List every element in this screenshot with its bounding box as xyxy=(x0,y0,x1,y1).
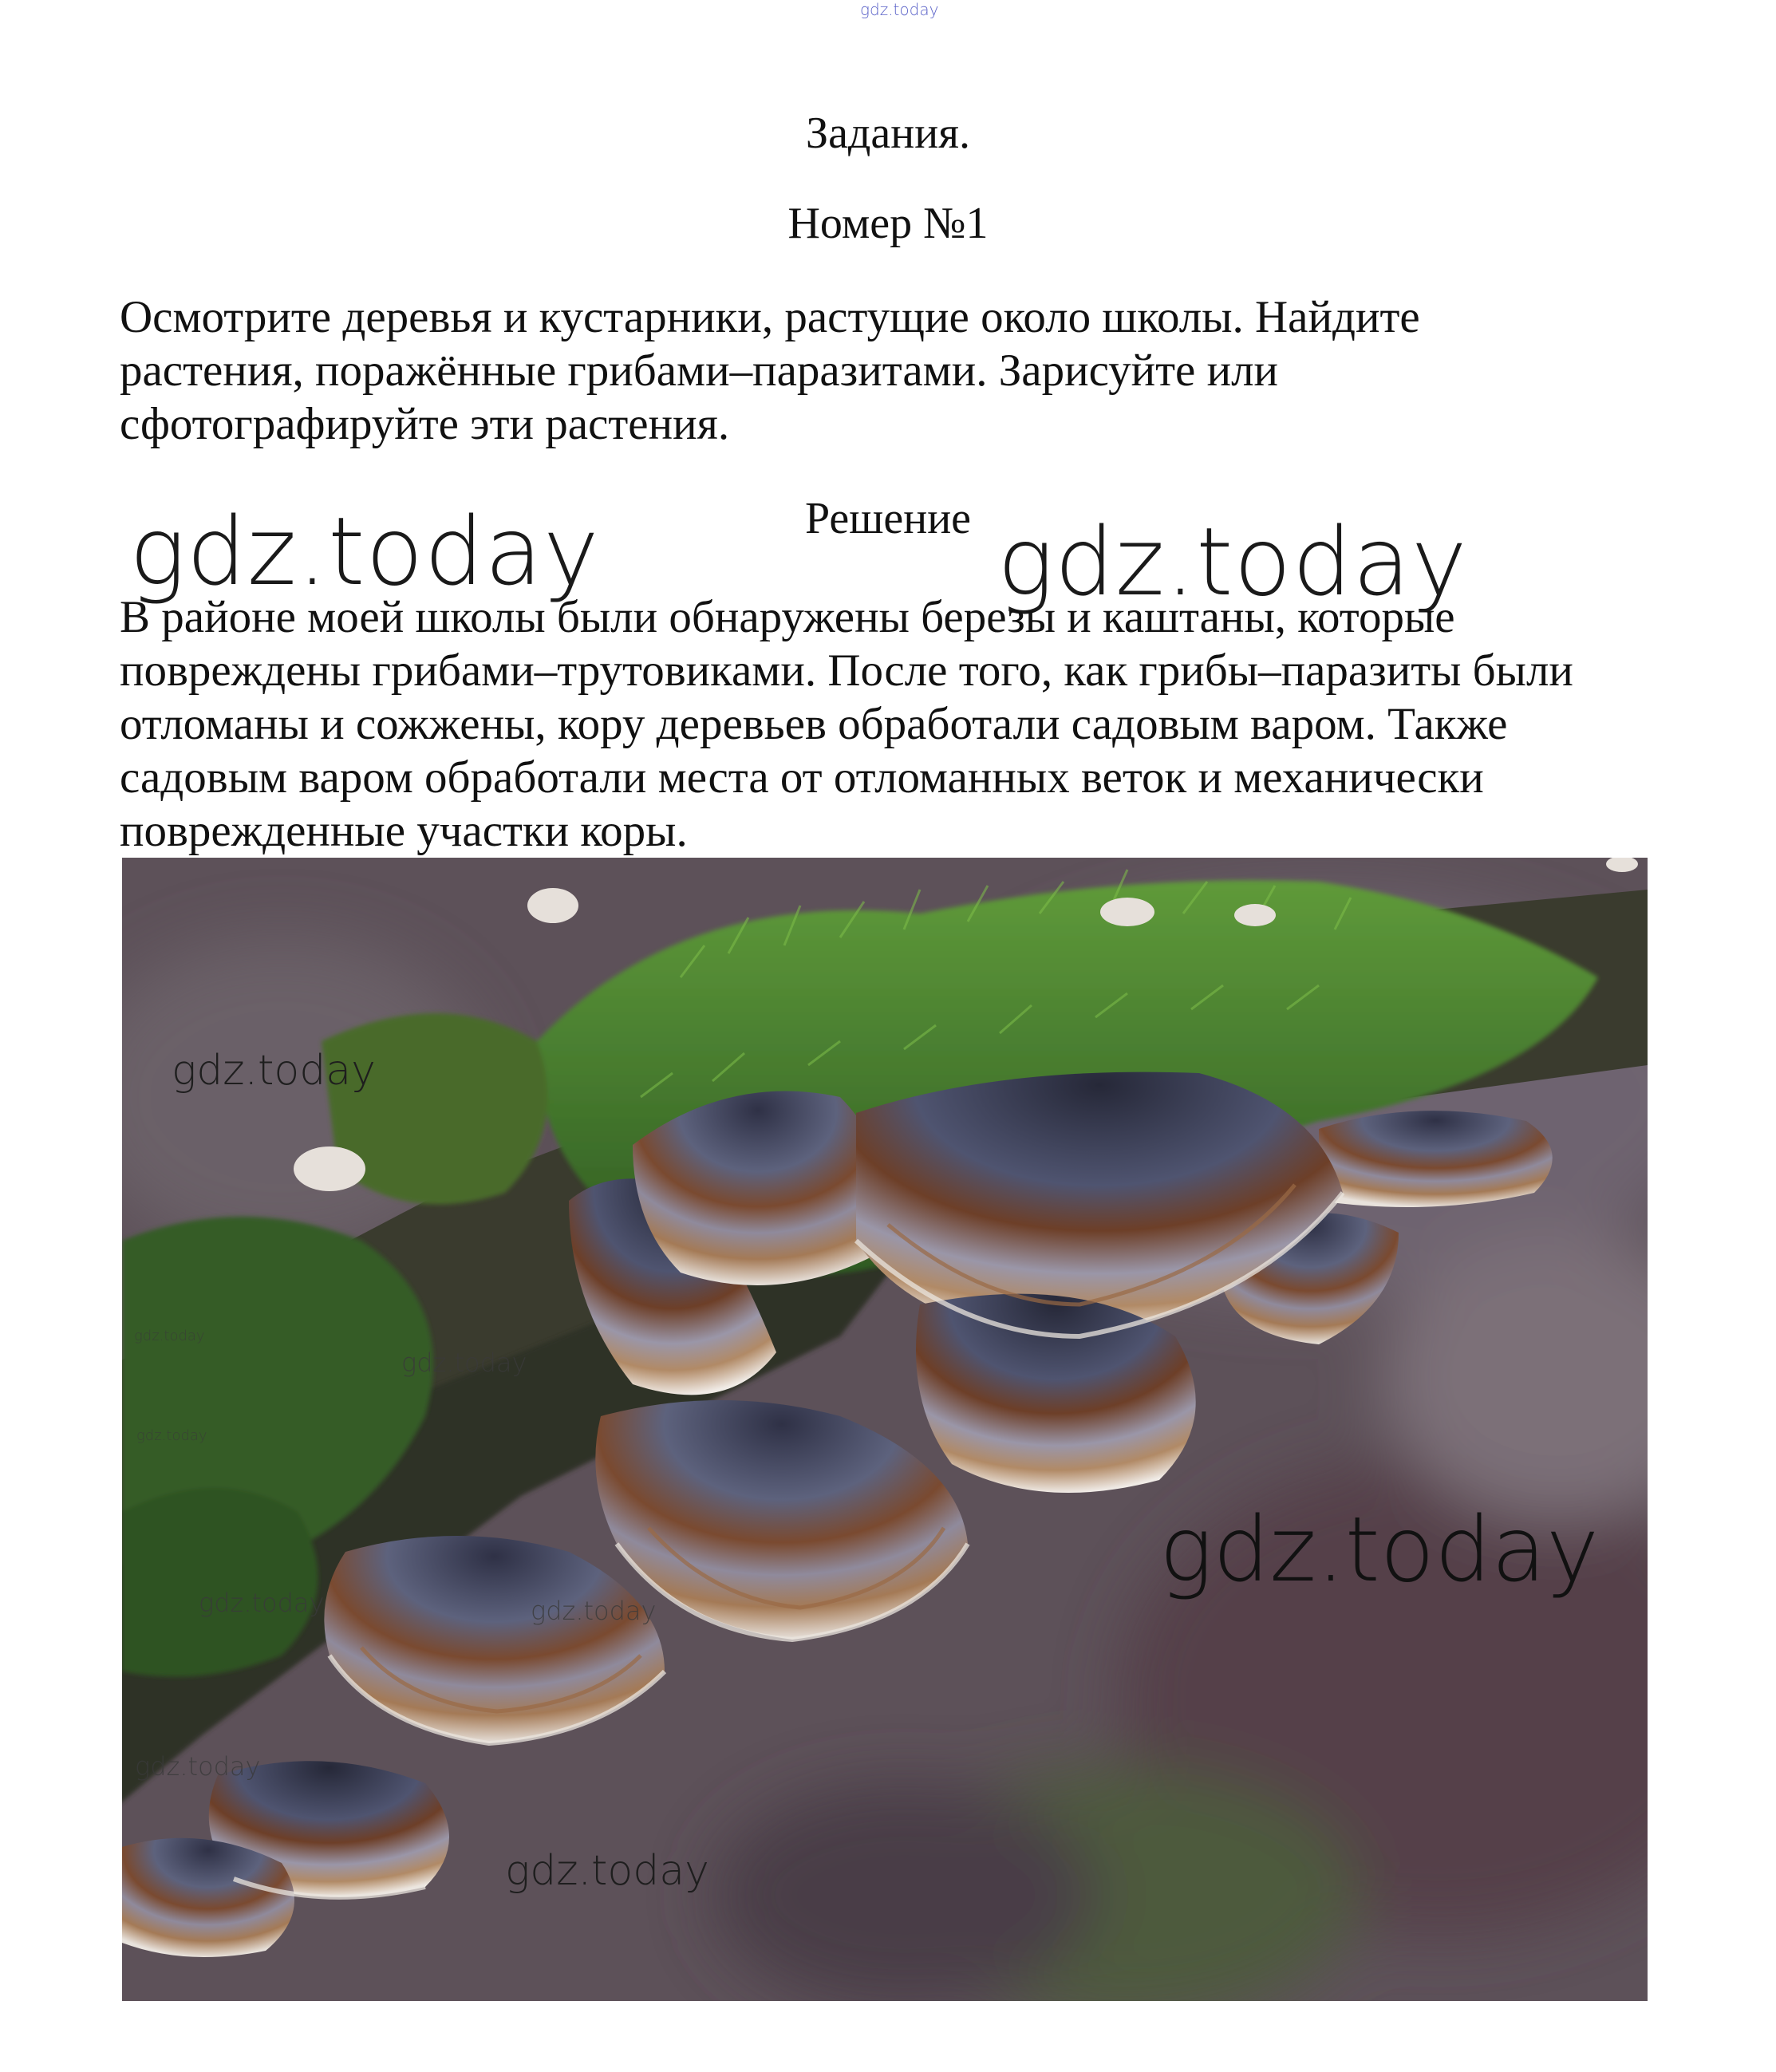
solution-line: поврежденные участки коры. xyxy=(120,806,688,856)
photo-watermark-5: gdz.today xyxy=(199,1588,325,1618)
task-text xyxy=(120,290,1683,451)
photo-watermark-7: gdz.today xyxy=(135,1751,261,1782)
solution-line: В районе моей школы были обнаружены березы и каштаны, которые xyxy=(120,592,1455,642)
page-title: Задания. xyxy=(806,109,970,158)
photo-watermark-2: gdz.today xyxy=(401,1348,527,1378)
photo-watermark-3: gdz.today xyxy=(134,1328,205,1344)
task-line: растения, поражённые грибами–паразитами. Зарисуйте или xyxy=(120,345,1279,396)
solution-heading: Решение xyxy=(804,494,972,543)
bracket-fungus-photo xyxy=(122,858,1648,2001)
task-number: Номер №1 xyxy=(787,199,989,248)
watermark-top: gdz.today xyxy=(860,0,939,19)
photo-watermark-6: gdz.today xyxy=(531,1596,657,1626)
solution-text xyxy=(120,590,1683,858)
photo-watermark-1: gdz.today xyxy=(172,1047,376,1095)
task-line: Осмотрите деревья и кустарники, растущие около школы. Найдите xyxy=(120,292,1420,342)
photo-watermark-8: gdz.today xyxy=(505,1847,709,1895)
solution-line: садовым варом обработали места от отломанных веток и механически xyxy=(120,752,1484,803)
solution-line: повреждены грибами–трутовиками. После того, как грибы–паразиты были xyxy=(120,645,1573,696)
photo-watermark-large: gdz.today xyxy=(1159,1498,1600,1602)
watermark-large-left: gdz.today xyxy=(129,496,600,606)
solution-line: отломаны и сожжены, кору деревьев обработали садовым варом. Также xyxy=(120,699,1508,749)
watermark-large-right: gdz.today xyxy=(997,507,1468,617)
photo-watermark-4: gdz.today xyxy=(136,1427,207,1444)
task-line: сфотографируйте эти растения. xyxy=(120,399,730,449)
